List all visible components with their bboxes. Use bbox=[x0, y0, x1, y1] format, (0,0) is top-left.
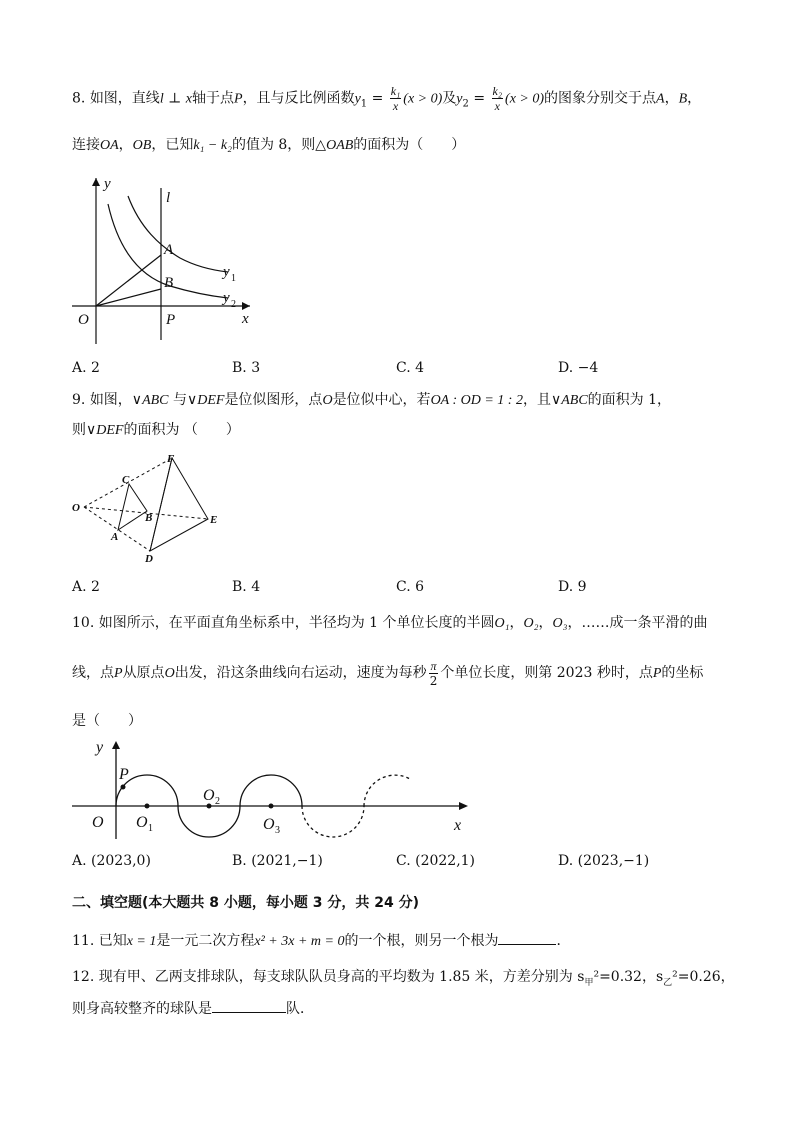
q10-semicircle-5-dashed bbox=[364, 775, 410, 806]
q8-line1 bbox=[72, 84, 701, 113]
q9-figure bbox=[70, 450, 230, 570]
q8-text-b: 轴于点 bbox=[192, 90, 234, 107]
q11-cond: x = 1 bbox=[126, 934, 157, 949]
q9-line2 bbox=[72, 421, 240, 440]
q10-fig-O1: O bbox=[136, 814, 148, 831]
q8-perp: ⊥ bbox=[163, 90, 186, 107]
q9-DEF2: ∨DEF bbox=[86, 423, 124, 438]
q8-fig-y: y bbox=[104, 176, 111, 192]
q8-text-d: 的图象分别交于点 bbox=[544, 90, 657, 107]
q8-number: 8. bbox=[72, 90, 86, 107]
q10-fig-P: P bbox=[119, 766, 129, 783]
q12-s-jia: ²=0.32，s bbox=[593, 969, 664, 985]
q9-fig-D: D bbox=[145, 553, 153, 565]
q8-cond2: (x > 0) bbox=[505, 91, 545, 107]
q8-x-arrow-icon bbox=[242, 302, 250, 310]
q8-fig-y2: y bbox=[223, 290, 230, 306]
q8-y2-sub: 2 bbox=[462, 98, 469, 110]
q9-line1 bbox=[72, 391, 671, 410]
q10-l2a: 线，点 bbox=[72, 665, 114, 681]
q9-l2b: 的面积为 （ ） bbox=[123, 422, 240, 438]
q8-OAB: OAB bbox=[326, 138, 354, 153]
q8-y1-sub: 1 bbox=[360, 98, 368, 110]
q9-text-b: 与 bbox=[172, 392, 187, 408]
q10-P: P bbox=[114, 666, 123, 681]
q10-y-arrow-icon bbox=[112, 741, 120, 749]
q8-option-b: B. 3 bbox=[232, 360, 261, 376]
q8-fig-y1-sub: 1 bbox=[231, 273, 236, 284]
q11-period: ． bbox=[556, 933, 571, 949]
q12-s-yi: ²=0.26， bbox=[672, 969, 735, 985]
q8-cond1: (x > 0) bbox=[403, 91, 443, 107]
q9-number: 9. bbox=[72, 392, 86, 408]
q8-OA: OA bbox=[100, 138, 119, 153]
q10-semicircle-3 bbox=[240, 775, 302, 806]
q9-option-b: B. 4 bbox=[232, 579, 261, 595]
q9-fig-O: O bbox=[72, 502, 80, 514]
q10-option-d: D. (2023,−1) bbox=[558, 853, 650, 869]
q8-k1mk2: k₁ − k₂ bbox=[193, 138, 232, 153]
q10-semicircle-4-dashed bbox=[302, 806, 364, 837]
q10-fig-x: x bbox=[454, 817, 462, 834]
q12-l2b: 队． bbox=[286, 1001, 314, 1017]
q8-den1: x bbox=[392, 99, 399, 113]
q9-ABC2: ABC bbox=[561, 393, 588, 408]
q8-l2d: 的面积为（ ） bbox=[353, 137, 466, 153]
q9-ABC: ABC bbox=[142, 393, 169, 408]
q10-fig-O2-sub: 2 bbox=[215, 796, 220, 807]
q9-fig-A: A bbox=[111, 531, 119, 543]
q9-option-c: C. 6 bbox=[396, 579, 425, 595]
q8-fig-O: O bbox=[78, 312, 89, 328]
q10-l2e: 的坐标 bbox=[661, 665, 704, 681]
q9-ratio: OA : OD = 1 : 2 bbox=[430, 393, 523, 408]
q8-l2-comma: ， bbox=[118, 137, 133, 153]
q9-fig-F: F bbox=[167, 453, 175, 465]
q9-text-f: 的面积为 1， bbox=[587, 392, 672, 408]
q10-frac bbox=[429, 659, 439, 688]
q12-line1-text: 现有甲、乙两支排球队，每支球队队员身高的平均数为 1.85 米，方差分别为 s bbox=[98, 969, 585, 985]
q8-text: 如图，直线 bbox=[89, 90, 160, 107]
q8-l2a: 连接 bbox=[72, 137, 100, 153]
q10-fig-y: y bbox=[96, 739, 104, 756]
q12-s-yi-sub: 乙 bbox=[663, 977, 673, 988]
q8-figure bbox=[60, 168, 270, 348]
q8-comma2: ， bbox=[687, 90, 702, 107]
q8-segment-OB bbox=[96, 289, 161, 306]
q10-fig-O2: O bbox=[203, 787, 215, 804]
q8-curve-y1 bbox=[128, 196, 228, 272]
q8-fig-y2-sub: 2 bbox=[231, 299, 236, 310]
q9-fig-B: B bbox=[145, 512, 153, 524]
q11-number: 11. bbox=[72, 933, 95, 949]
q11-eq: x² + 3x + m = 0 bbox=[254, 934, 345, 949]
section-heading: 二、填空题(本大题共 8 小题，每小题 3 分，共 24 分) bbox=[72, 895, 420, 911]
q8-text-c: ，且与反比例函数 bbox=[242, 90, 355, 107]
q11-text-a: 已知 bbox=[98, 933, 127, 949]
q9-option-d: D. 9 bbox=[558, 579, 587, 595]
q10-line1: 10. 如图所示，在平面直角坐标系中，半径均为 1 个单位长度的半圆O₁，O₂，O₃，……成一条平滑的曲 bbox=[72, 615, 708, 631]
q9-text-c: 是位似图形，点 bbox=[224, 392, 323, 408]
q8-den2: x bbox=[494, 99, 500, 113]
q8-B: B bbox=[678, 91, 688, 107]
q9-triangle-ABC bbox=[118, 484, 147, 530]
q12-line2 bbox=[72, 998, 314, 1018]
q12-s-jia-sub: 甲 bbox=[584, 977, 594, 988]
q8-l2b: ，已知 bbox=[151, 137, 194, 153]
q8-k2: k₂ bbox=[492, 84, 503, 98]
q8-fig-x: x bbox=[242, 311, 249, 327]
q10-point-P bbox=[121, 785, 126, 790]
q9-O: O bbox=[322, 393, 333, 408]
q11-text-b: 是一元二次方程 bbox=[156, 933, 255, 949]
q8-comma: ， bbox=[664, 90, 679, 107]
q12-number: 12. bbox=[72, 969, 95, 985]
q9-line-FD bbox=[150, 458, 172, 551]
q8-x: x bbox=[185, 91, 192, 107]
q8-line2 bbox=[72, 136, 465, 155]
q10-x-arrow-icon bbox=[459, 802, 468, 810]
q9-fig-E: E bbox=[210, 514, 218, 526]
q8-y2: y bbox=[456, 91, 463, 107]
q10-point-O1 bbox=[145, 804, 150, 809]
q9-ray-OD bbox=[84, 507, 153, 551]
q8-option-a: A. 2 bbox=[72, 360, 100, 376]
q9-l2a: 则 bbox=[72, 422, 86, 438]
q12-answer-blank[interactable] bbox=[212, 998, 286, 1013]
q8-P: P bbox=[234, 91, 243, 107]
q9-option-a: A. 2 bbox=[72, 579, 100, 595]
q10-O2: O₂ bbox=[523, 616, 539, 631]
q10-line3: 是（ ） bbox=[72, 713, 142, 729]
q8-fig-P: P bbox=[166, 312, 176, 328]
q8-fig-B: B bbox=[164, 275, 174, 291]
q9-DEF: ∨DEF bbox=[186, 393, 225, 408]
q9-triangle-DEF bbox=[150, 458, 208, 551]
q9-text-e: ，且∨ bbox=[522, 392, 562, 408]
q8-eq: = bbox=[367, 90, 388, 107]
q11-line bbox=[72, 930, 570, 951]
q10-option-a: A. (2023,0) bbox=[72, 853, 151, 869]
q10-l2b: 从原点 bbox=[122, 665, 165, 681]
q10-fig-O3: O bbox=[263, 816, 275, 833]
q8-y1: y bbox=[354, 91, 361, 107]
q10-line1-text: 如图所示，在平面直角坐标系中，半径均为 1 个单位长度的半圆 bbox=[98, 615, 495, 631]
q10-point-O2 bbox=[207, 804, 212, 809]
q8-y-arrow-icon bbox=[92, 178, 100, 186]
q10-fig-O: O bbox=[92, 814, 104, 831]
q10-l2c: 出发，沿这条曲线向右运动，速度为每秒 bbox=[174, 665, 427, 681]
q10-fig-O1-sub: 1 bbox=[148, 823, 153, 834]
q10-option-c: C. (2022,1) bbox=[396, 853, 476, 869]
q9-fig-C: C bbox=[122, 474, 130, 486]
q8-fig-l: l bbox=[166, 190, 171, 206]
q9-text-d: 是位似中心，若 bbox=[332, 392, 431, 408]
q8-frac1 bbox=[390, 84, 402, 113]
q12-line1 bbox=[72, 968, 735, 992]
q9-text-a: 如图，∨ bbox=[89, 392, 143, 408]
q10-number: 10. bbox=[72, 615, 95, 631]
q10-option-b: B. (2021,−1) bbox=[232, 853, 323, 869]
q10-pi: π bbox=[430, 658, 437, 673]
q10-l2d: 个单位长度，则第 2023 秒时，点 bbox=[440, 665, 653, 681]
q10-figure bbox=[70, 735, 480, 841]
q10-two: 2 bbox=[429, 673, 438, 688]
q8-frac2 bbox=[492, 84, 504, 113]
q8-option-c: C. 4 bbox=[396, 360, 425, 376]
q8-k1: k₁ bbox=[390, 84, 401, 98]
q10-line1-tail: ，……成一条平滑的曲 bbox=[567, 615, 708, 631]
q10-fig-O3-sub: 3 bbox=[275, 825, 280, 836]
q10-O3: O₃ bbox=[552, 616, 568, 631]
q8-option-d: D. −4 bbox=[558, 360, 599, 376]
q10-semicircle-2 bbox=[178, 806, 240, 837]
q11-text-c: 的一个根，则另一个根为 bbox=[344, 933, 499, 949]
q8-eq2: = bbox=[468, 90, 490, 107]
q10-line2 bbox=[72, 658, 703, 689]
q8-l2c: 的值为 8，则△ bbox=[231, 137, 327, 153]
q10-P2: P bbox=[652, 666, 662, 681]
q8-and: 及 bbox=[442, 90, 457, 107]
q8-A: A bbox=[656, 91, 665, 107]
q10-point-O3 bbox=[269, 804, 274, 809]
q8-l: l bbox=[159, 91, 164, 107]
q8-OB: OB bbox=[132, 138, 152, 153]
q8-segment-OA bbox=[96, 255, 161, 306]
q10-O: O bbox=[164, 666, 175, 681]
q8-fig-A: A bbox=[164, 242, 174, 258]
q12-l2a: 则身高较整齐的球队是 bbox=[72, 1001, 212, 1017]
q10-O1: O₁ bbox=[494, 616, 510, 631]
q8-fig-y1: y bbox=[223, 264, 230, 280]
q11-answer-blank[interactable] bbox=[498, 930, 556, 945]
